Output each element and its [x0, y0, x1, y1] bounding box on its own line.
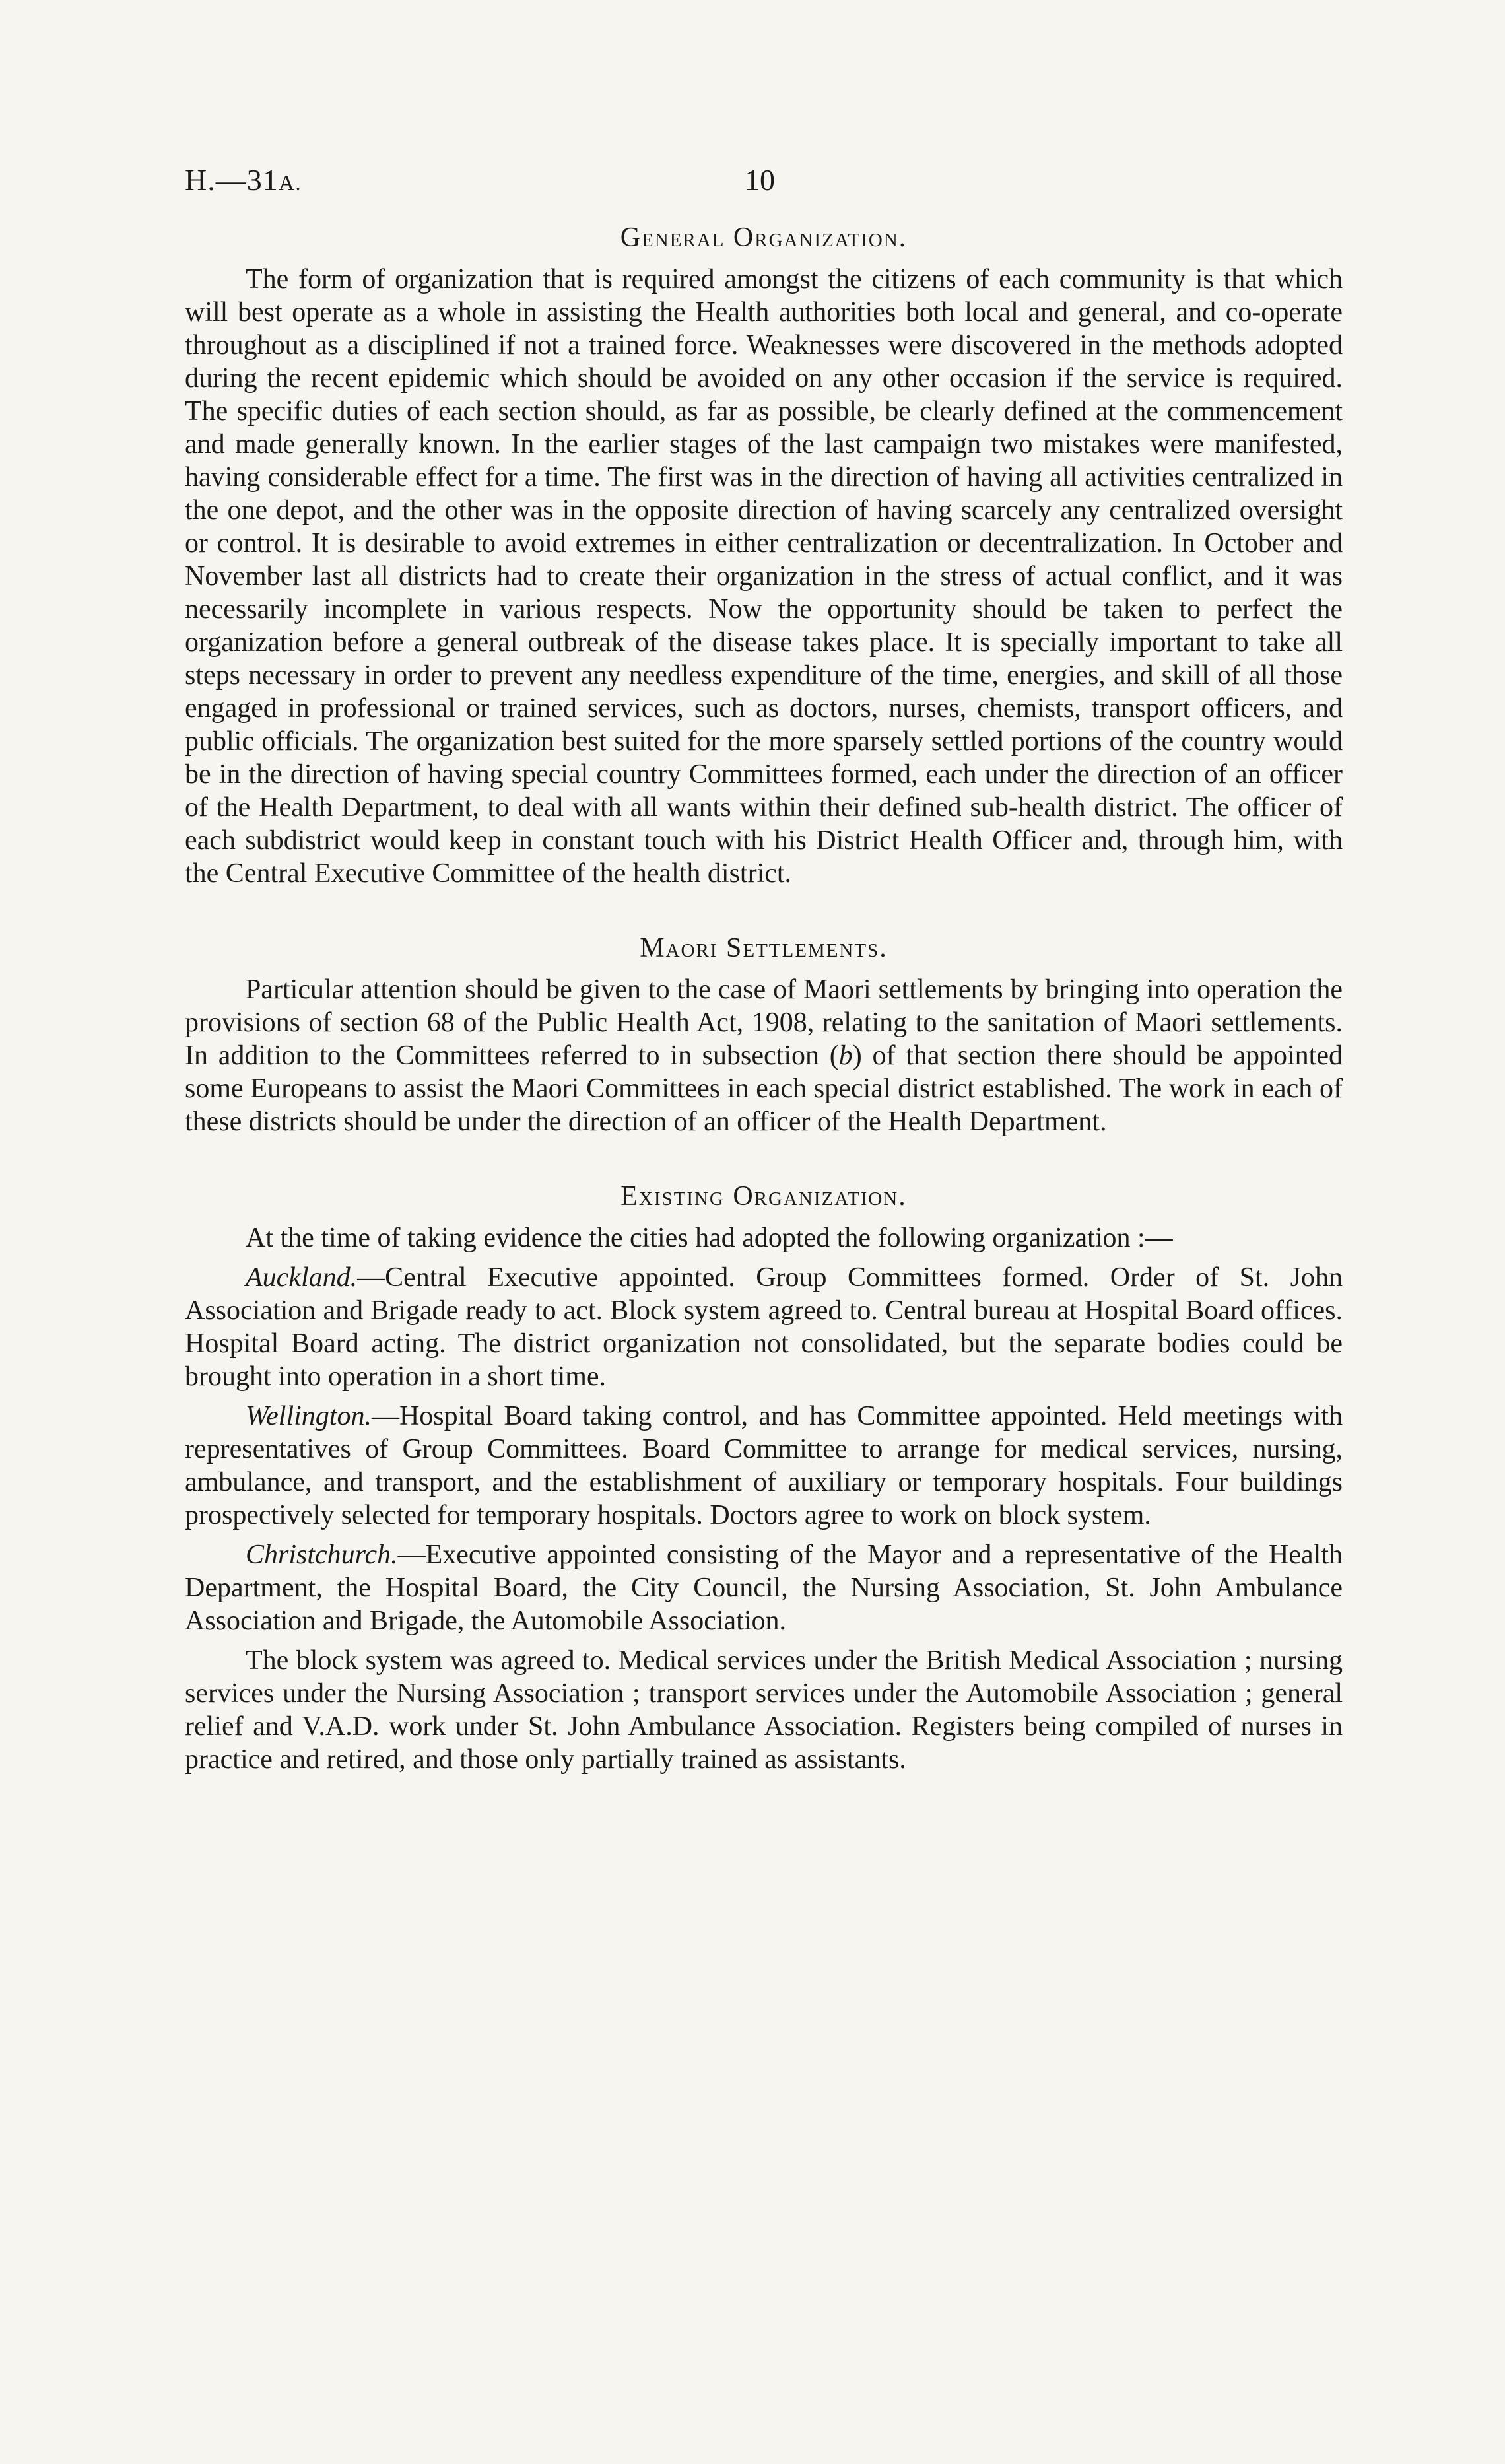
paragraph-maori-settlements — [185, 973, 1343, 1138]
city-label-christchurch: Christchurch. — [246, 1540, 398, 1570]
reference-suffix: A. — [278, 171, 302, 195]
paragraph-block-system: The block system was agreed to. Medical services under the British Medical Association ; nursing services under the Nursing Association ; transport services under the Automobile Association ; general relief and V.A.D. work under St. John Ambulance Association. Registers being compiled of nurses in practice and retired, and those only partially trained as assistants. — [185, 1645, 1343, 1775]
section-heading-existing-organization: Existing Organization. — [620, 1181, 907, 1212]
paragraph-wellington — [185, 1400, 1343, 1532]
paragraph-auckland — [185, 1261, 1343, 1393]
paragraph-existing-intro: At the time of taking evidence the cities had adopted the following organization :— — [246, 1223, 1173, 1253]
paragraph-text: —Hospital Board taking control, and has Committee appointed. Held meetings with representatives of Group Committees. Board Committee to arrange for medical services, nursing, ambulance, and transport, and the establishment of auxiliary or temporary hospitals. Four buildings prospectively selected for temporary hospitals. Doctors agree to work on block system. — [185, 1401, 1343, 1530]
subsection-letter: b — [838, 1041, 853, 1071]
page-body — [185, 222, 1343, 1776]
city-label-auckland: Auckland. — [246, 1262, 358, 1293]
document-reference — [185, 162, 302, 197]
paragraph-text: —Central Executive appointed. Group Committees formed. Order of St. John Association and Brigade ready to act. Block system agreed to. Central bureau at Hospital Board offices. Hospital Board acting. The district organization not consolidated, but the separate bodies could be brought into operation in a short time. — [185, 1262, 1343, 1392]
section-heading-maori-settlements: Maori Settlements. — [640, 933, 888, 963]
paragraph-text: Particular attention should be given to the case of Maori settlements by bringing into operation the provisions of section 68 of the Public Health Act, 1908, relating to the sanitation of Maori settlements. In addition to the Committees referred to in subsection ( — [185, 975, 1343, 1071]
page-number: 10 — [745, 163, 775, 197]
city-label-wellington: Wellington. — [246, 1401, 372, 1431]
paragraph-general-organization: The form of organization that is required amongst the citizens of each community is that which will best operate as a whole in assisting the Health authorities both local and general, and co-operate throughout as a disciplined if not a trained force. Weaknesses were discovered in the methods adopted during the recent epidemic which should be avoided on any other occasion if the service is required. The specific duties of each section should, as far as possible, be clearly defined at the commencement and made generally known. In the earlier stages of the last campaign two mistakes were manifested, having considerable effect for a time. The first was in the direction of having all activities centralized in the one depot, and the other was in the opposite direction of having scarcely any centralized oversight or control. It is desirable to avoid extremes in either centralization or decentralization. In October and November last all districts had to create their organization in the stress of actual conflict, and it was necessarily incomplete in various respects. Now the opportunity should be taken to perfect the organization before a general outbreak of the disease takes place. It is specially important to take all steps necessary in order to prevent any needless expenditure of the time, energies, and skill of all those engaged in professional or trained services, such as doctors, nurses, chemists, transport officers, and public officials. The organization best suited for the more sparsely settled portions of the country would be in the direction of having special country Committees formed, each under the direction of an officer of the Health Department, to deal with all wants within their defined sub-health district. The officer of each subdistrict would keep in constant touch with his District Health Officer and, through him, with the Central Executive Committee of the health district. — [185, 264, 1343, 889]
section-heading-general-organization: General Organization. — [620, 222, 908, 253]
paragraph-text: ) of that section there should be appointed some Europeans to assist the Maori Committees in each special district established. The work in each of these districts should be under the direction of an officer of the Health Department. — [185, 1041, 1343, 1137]
paragraph-christchurch — [185, 1538, 1343, 1637]
reference-code: H.—31 — [185, 163, 279, 197]
paragraph-text: —Executive appointed consisting of the Mayor and a representative of the Health Department, the Hospital Board, the City Council, the Nursing Association, St. John Ambulance Association and Brigade, the Automobile Association. — [185, 1540, 1343, 1636]
